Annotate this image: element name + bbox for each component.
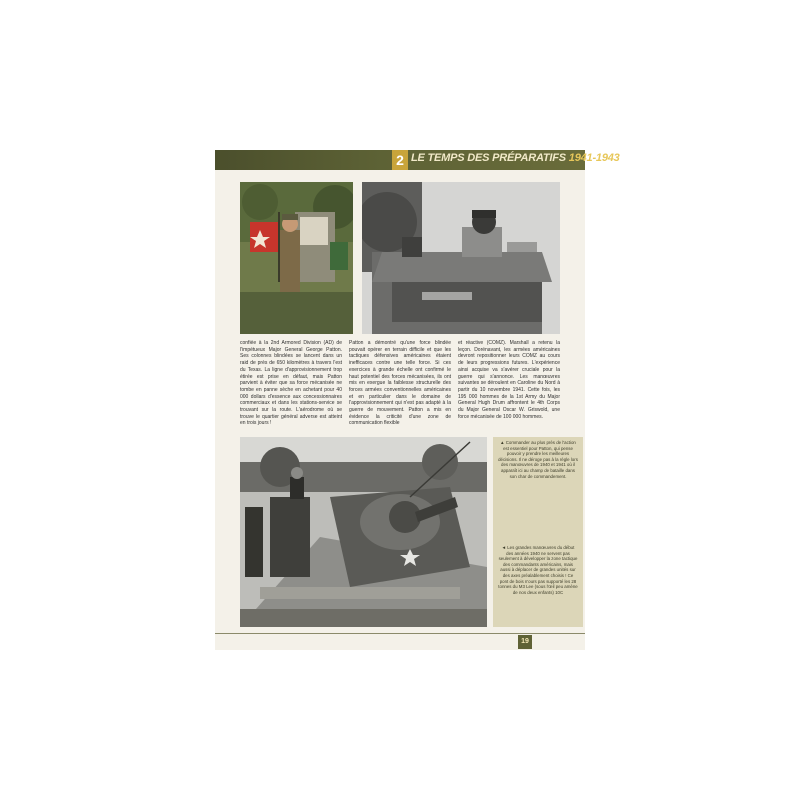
caption-patton: ▲ Commander au plus près de l'action est essentiel pour Patton, qui pense pouvoir y prendre les meilleures décisions. Il ne déroge pas à la règle lors des manœuvres de 1940 et 1941 où il apparaît ici au champ de bataille dans son char de commandement. <box>498 440 578 479</box>
footer-rule <box>215 633 585 634</box>
text-column-3: et réactive (COMZ). Marshall a retenu la leçon. Dorénavant, les armées américaines devront repositionner leurs COMZ au cours de leurs progressions futures. L'expérience ainsi acquise va s'avérer cruciale pour la guerre qui s'annonce. Les manœuvres suivantes se déroulent en Caroline du Nord à partir du 10 novembre 1941. Cette fois, les 195 000 hommes de la 1st Army du Major General Hugh Drum affrontent le 4th Corps du Major General Oscar W. Griswold, une force mécanisée de 100 000 hommes. <box>458 340 560 420</box>
text-column-2: Patton a démontré qu'une force blindée pouvait opérer en terrain difficile et que les tactiques défensives américaines étaient inefficaces contre une telle force. Si ces exercices à grande échelle ont confirmé le haut potentiel des forces mécanisées, ils ont mis en exergue la faiblesse structurelle des forces armées conventionnelles américaines et en particulier dans le domaine de l'approvisionnement qui n'est pas adapté à la guerre de mouvement. Patton a mis en évidence la criticité d'une zone de communication flexible <box>349 340 451 427</box>
chapter-years: 1941-1943 <box>568 152 620 164</box>
chapter-title <box>411 152 620 164</box>
caption-bridge: ◄ Les grandes manœuvres du début des années 1940 ne servent pas seulement à développer la zone tactique des commandants américains, mais aussi à déplacer de grandes unités sur des axes préalablement choisis ! Ce pont de bois n'ours pas supporté les 28 tonnes du M3 Lee (sous l'œil peu amène de nos deux enfants) 10C <box>498 545 578 595</box>
photo-tank-commander <box>362 182 560 334</box>
chapter-title-text: LE TEMPS DES PRÉPARATIFS <box>411 152 566 164</box>
photo-tank-bridge <box>240 437 487 627</box>
text-column-1: confiée à la 2nd Armored Division (AD) de l'impétueux Major General George Patton. Ses colonnes blindées se lancent dans un raid de près de 650 kilomètres à travers l'est du Texas. La ligne d'approvisionnement trop étirée est prise en défaut, mais Patton parvient à éviter que sa force mécanisée ne tombe en panne sèche en achetant pour 40 000 dollars d'essence aux concessionnaires commerciaux et dans les stations-service se trouvant sur la route. L'aérodrome où se trouve le quartier général adverse est atteint en trois jours ! <box>240 340 342 427</box>
photo-patton-color <box>240 182 353 334</box>
page-number: 19 <box>518 635 532 649</box>
chapter-number-badge: 2 <box>392 150 408 170</box>
